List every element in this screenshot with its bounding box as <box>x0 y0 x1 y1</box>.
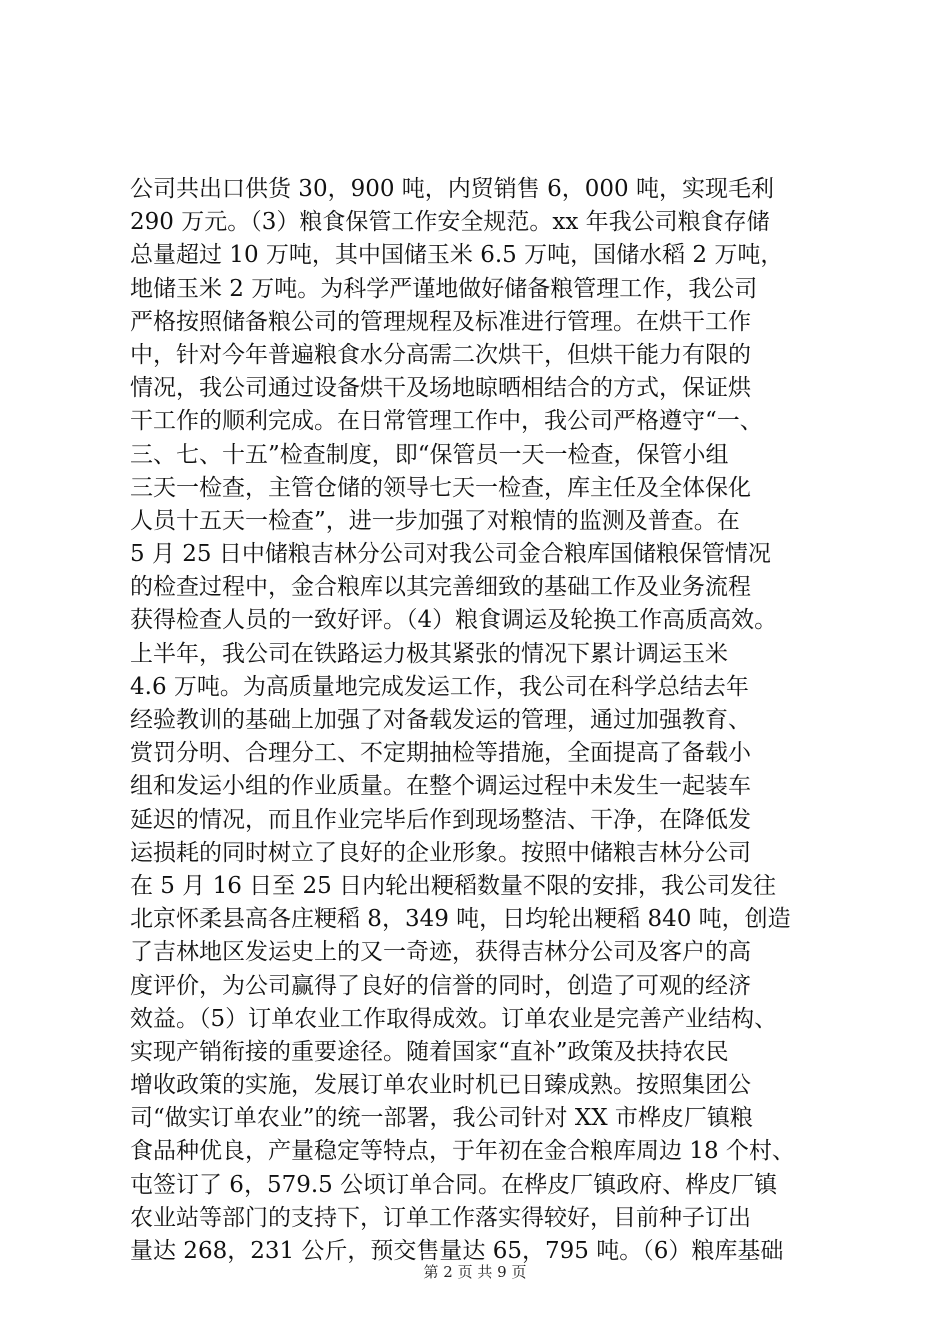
text-line: 效益。（5）订单农业工作取得成效。订单农业是完善产业结构、 <box>130 1005 778 1032</box>
text-line: 组和发运小组的作业质量。在整个调运过程中未发生一起装车 <box>130 773 751 800</box>
text-line: 干工作的顺利完成。在日常管理工作中，我公司严格遵守“一、 <box>130 408 763 435</box>
text-line: 北京怀柔县高各庄粳稻 8，349 吨，日均轮出粳稻 840 吨，创造 <box>130 906 791 933</box>
text-line: 4.6 万吨。为高质量地完成发运工作，我公司在科学总结去年 <box>130 673 749 700</box>
text-line: 经验教训的基础上加强了对备载发运的管理，通过加强教育、 <box>130 707 751 733</box>
text-line: 赏罚分明、合理分工、不定期抽检等措施，全面提高了备载小 <box>130 740 751 767</box>
text-line: 上半年，我公司在铁路运力极其紧张的情况下累计调运玉米 <box>130 640 728 667</box>
text-line: 三天一检查，主管仓储的领导七天一检查，库主任及全体保化 <box>130 474 751 501</box>
text-line: 实现产销衔接的重要途径。随着国家“直补”政策及扶持农民 <box>130 1038 729 1065</box>
text-line: 屯签订了 6，579.5 公顷订单合同。在桦皮厂镇政府、桦皮厂镇 <box>130 1171 778 1198</box>
text-line: 延迟的情况，而且作业完毕后作到现场整洁、干净，在降低发 <box>130 806 751 833</box>
text-line: 三、七、十五”检查制度，即“保管员一天一检查，保管小组 <box>130 441 729 468</box>
text-line: 公司共出口供货 30，900 吨，内贸销售 6，000 吨，实现毛利 <box>130 176 774 202</box>
text-line: 司“做实订单农业”的统一部署，我公司针对 XX 市桦皮厂镇粮 <box>130 1105 753 1132</box>
text-line: 获得检查人员的一致好评。（4）粮食调运及轮换工作高质高效。 <box>130 607 778 634</box>
text-line: 人员十五天一检查”，进一步加强了对粮情的监测及普查。在 <box>130 507 740 534</box>
text-line: 的检查过程中，金合粮库以其完善细致的基础工作及业务流程 <box>130 574 751 601</box>
text-line: 5 月 25 日中储粮吉林分公司对我公司金合粮库国储粮保管情况 <box>130 541 771 568</box>
text-line: 中，针对今年普遍粮食水分高需二次烘干，但烘干能力有限的 <box>130 341 751 368</box>
text-line: 总量超过 10 万吨，其中国储玉米 6.5 万吨，国储水稻 2 万吨， <box>130 242 784 269</box>
text-line: 在 5 月 16 日至 25 日内轮出粳稻数量不限的安排，我公司发往 <box>130 872 777 899</box>
text-line: 地储玉米 2 万吨。为科学严谨地做好储备粮管理工作，我公司 <box>130 275 758 302</box>
text-line: 严格按照储备粮公司的管理规程及标准进行管理。在烘干工作 <box>130 308 751 335</box>
text-line: 度评价，为公司赢得了良好的信誉的同时，创造了可观的经济 <box>130 972 751 999</box>
text-line: 增收政策的实施，发展订单农业时机已日臻成熟。按照集团公 <box>130 1072 751 1099</box>
page-footer: 第 2 页 共 9 页 <box>423 1263 527 1281</box>
text-line: 农业站等部门的支持下，订单工作落实得较好，目前种子订出 <box>130 1204 751 1231</box>
text-line: 情况，我公司通过设备烘干及场地晾晒相结合的方式，保证烘 <box>130 375 751 402</box>
text-line: 量达 268，231 公斤，预交售量达 65，795 吨。（6）粮库基础 <box>130 1238 784 1264</box>
text-line: 运损耗的同时树立了良好的企业形象。按照中储粮吉林分公司 <box>130 839 751 866</box>
body-text <box>130 173 830 1268</box>
text-line: 食品种优良，产量稳定等特点，于年初在金合粮库周边 18 个村、 <box>130 1138 795 1165</box>
text-line: 了吉林地区发运史上的又一奇迹，获得吉林分公司及客户的高 <box>130 939 751 966</box>
text-line: 290 万元。（3）粮食保管工作安全规范。xx 年我公司粮食存储 <box>130 209 770 236</box>
